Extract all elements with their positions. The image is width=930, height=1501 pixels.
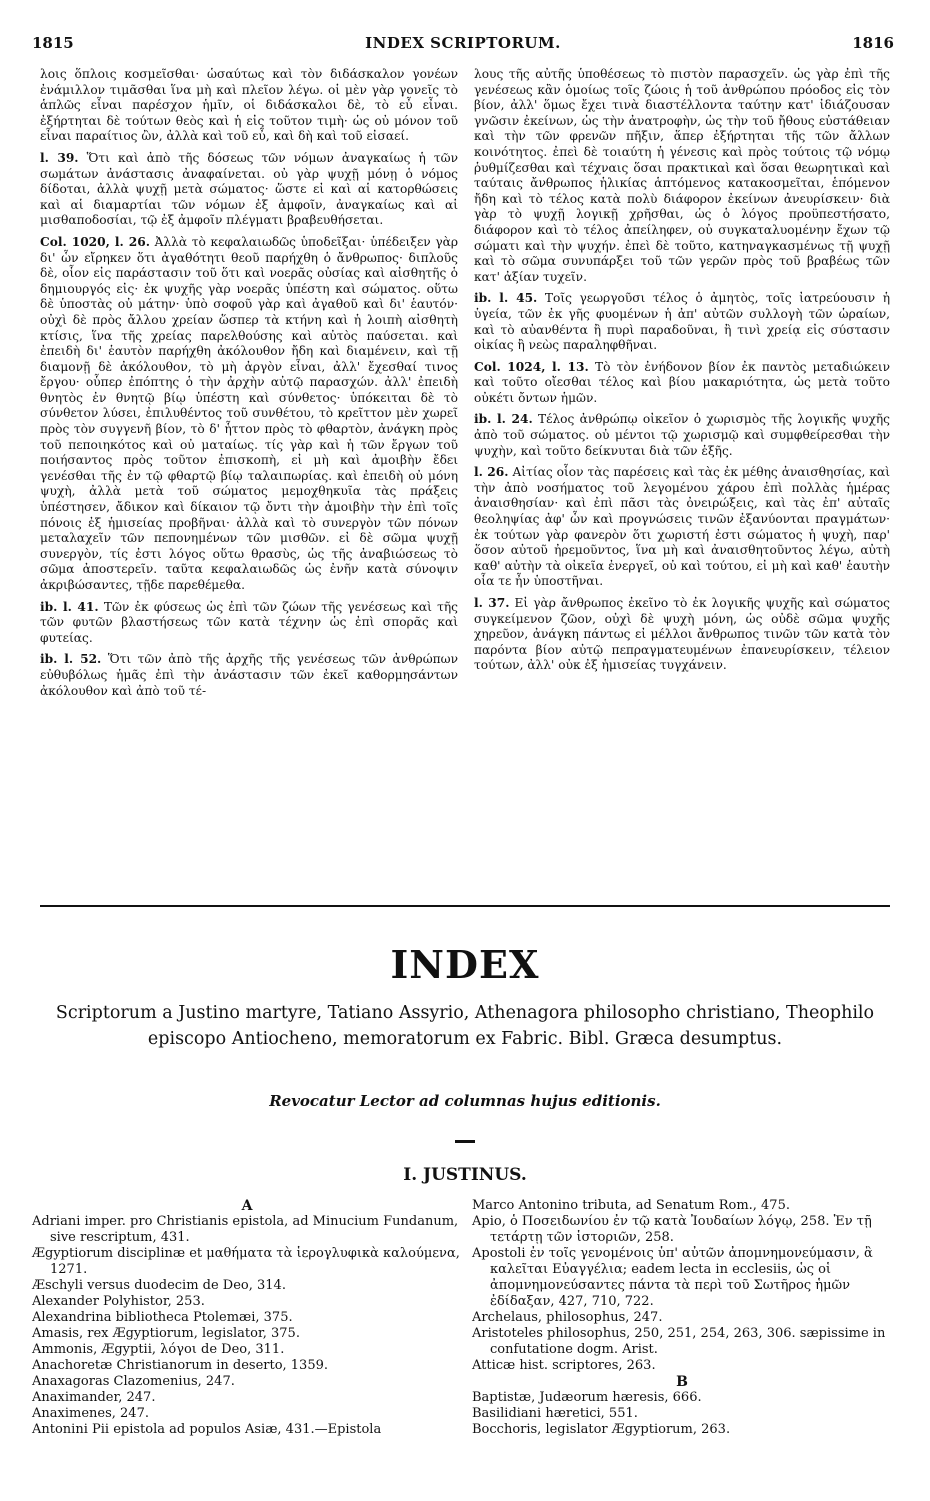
index-entry: Apostoli ἐν τοῖς γενομένοις ὑπ' αὐτῶν ἀπομνημονεύμασιν, ἃ καλεῖται Εὐαγγέλια; eadem lecta in ecclesiis, ὡς οἱ ἀπομνημονεύσαντες πάντα τὰ περὶ τοῦ Σωτῆρος ἡμῶν ἐδίδαξαν, 427, 710, 722. <box>472 1246 873 1309</box>
index-entry: Antonini Pii epistola ad populos Asiæ, 431.—Epistola <box>32 1422 382 1437</box>
index-entry: Atticæ hist. scriptores, 263. <box>472 1358 656 1373</box>
index-entry: Æschyli versus duodecim de Deo, 314. <box>32 1278 286 1293</box>
index-right-column <box>472 1198 892 1438</box>
text-paragraph: l. 39. Ὅτι καὶ ἀπὸ τῆς δόσεως τῶν νόμων ἀναγκαίως ἡ τῶν σωμάτων ἀνάστασις ἀναφαίνεται. οὐ γὰρ ψυχῇ μόνῃ ὁ νόμος δίδοται, ἀλλὰ ψυχῇ μετὰ σώματος· ὥστε εἰ καὶ αἱ κατορθώσεις καὶ αἱ διαμαρτίαι τῶν νόμων ἐξ ἀμφοῖν, ἀναγκαίως καὶ αἱ μισθαποδοσίαι, τῷ ἐξ ἀμφοῖν πλέγματι βραβευθήσεται. <box>40 150 458 228</box>
index-entry: Amasis, rex Ægyptiorum, legislator, 375. <box>32 1326 300 1341</box>
text-paragraph: l. 37. Εἰ γὰρ ἄνθρωπος ἐκεῖνο τὸ ἐκ λογικῆς ψυχῆς καὶ σώματος συγκείμενον ζῶον, οὐχὶ δὲ ψυχὴ μόνη, ὡς οὐδὲ σῶμα ψυχῆς χηρεῦον, ἀνάγκη πάντως εἰ μέλλοι ἄνθρωπος τινῶν τῶν κατὰ τὸν παρόντα βίον αὐτῷ πεπραγματευμένων ἐπανευρίσκειν, τέλειον τούτων, ἀλλ' οὐκ ἐξ ἡμισείας τυγχάνειν. <box>474 596 890 673</box>
index-entry: Ægyptiorum disciplinæ et μαθήματα τὰ ἱερογλυφικὰ καλούμενα, 1271. <box>32 1246 460 1277</box>
text-paragraph: ib. l. 45. Τοῖς γεωργοῦσι τέλος ὁ ἀμητὸς, τοῖς ἰατρεύουσιν ἡ ὑγεία, τῶν ἐκ γῆς φυομένων ἡ ἀπ' αὐτῶν συλλογὴ τῶν ὡραίων, καὶ τὸ αὐανθέντα ἢ πυρὶ παραδοῦναι, ἢ τινὶ χρείᾳ εἰς σύστασιν οἰκίας ἢ νεὼς παραληφθῆναι. <box>474 291 890 353</box>
index-entry: Basilidiani hæretici, 551. <box>472 1406 638 1421</box>
text-paragraph: λοις ὅπλοις κοσμεῖσθαι· ὡσαύτως καὶ τὸν διδάσκαλον γονέων ἐνάμιλλον τιμᾶσθαι ἵνα μὴ καὶ πλεῖον λέγω. οἱ μὲν γὰρ γονεῖς τὸ ἁπλῶς εἶναι παρέσχον ἡμῖν, οἱ διδάσκαλοι δὲ, τὸ εὖ εἶναι. ἐξήρτηται δὲ τούτων θεὸς καὶ ἡ εἰς τοῦτον τιμὴ· ὡς οὐ μόνον τοῦ εἶναι παραίτιος ὢν, ἀλλὰ καὶ τοῦ εὖ, καὶ δὴ καὶ τοῦ εἰσαεί. <box>40 67 458 144</box>
index-entry: Baptistæ, Judæorum hæresis, 666. <box>472 1390 702 1405</box>
text-paragraph: Col. 1020, l. 26. Ἀλλὰ τὸ κεφαλαιωδῶς ὑποδεῖξαι· ὑπέδειξεν γὰρ δι' ὧν εἴρηκεν ὅτι ἀγαθότητι θεοῦ παρήχθη ὁ ἄνθρωπος· διπλοῦς δὲ, οἷον εἰς παράστασιν τοῦ ὅτι καὶ νοερᾶς οὐσίας καὶ αἰσθητῆς ὁ δημιουργός εἰς· ἐκ ψυχῆς γὰρ νοερᾶς ὑπέστη καὶ σώματος. οὕτω δὲ ὑποστὰς οὐ μάτην· ὑπὸ σοφοῦ γὰρ καὶ ἀγαθοῦ καὶ δι' ἑαυτόν· οὐχὶ δὲ πρὸς ἄλλου χρείαν ὥσπερ τὰ κτήνη καὶ ἡ λοιπὴ αἰσθητὴ κτίσις, ἵνα τῆς χρείας παρελθούσης καὶ αὐτὸς παύσεται. καὶ ἐπειδὴ δι' ἑαυτὸν παρήχθη ἀκόλουθον ἤδη καὶ διαμένειν, καὶ τῇ διαμονῇ δὲ ἀκόλουθον, τὸ μὴ ἀργὸν εἶναι, ἀλλ' ἔχεσθαί τινος ἔργου· οὗπερ ἐπόπτης ὁ τὴν ἀρχὴν αὐτῷ παρασχών. ἀλλ' ἐπειδὴ θνητὸς ἐν θνητῷ βίῳ ὑπέστη καὶ σύνθετος· ὑπόκειται δὲ τὸ σύνθετον λύσει, ἐπιλυθέντος τοῦ συνθέτου, τὸ κρεῖττον μὲν χωρεῖ πρὸς τὸν συγγενῆ βίον, τὸ δ' ἧττον πρὸς τὸ φθαρτὸν, ἀνάγκη πρὸς τοῦ πεποιηκότος καὶ οὐ ματαίως. τίς γὰρ καὶ ἡ τῶν ἔργων τοῦ ποιήσαντος πρὸς τοῦτον ἐπισκοπὴ, εἰ μὴ καὶ ἀμοιβὴν ἔδει γενέσθαι τῆς ἐν τῷ φθαρτῷ βίῳ ταλαιπωρίας. καὶ ἐπειδὴ οὐ μόνη ψυχὴ, ἀλλὰ μετὰ τοῦ σώματος μεμοχθηκυῖα τὰς πράξεις ὑπέστησεν, ἄδικον καὶ δίκαιον τῷ ὄντι τὴν ἀμοιβὴν τὴν ἐπὶ τοῖς πόνοις ἐξ ἡμισείας προβῆναι· ἀλλὰ καὶ τὸ συνεργὸν τῶν πόνων μεταλαχεῖν τῶν πεπονημένων τῶν μισθῶν. εἰ δὲ σῶμα ψυχῇ συνεργὸν, τίς ἐστι λόγος οὕτω θρασὺς, ὡς τῆς ἀναβιώσεως τὸ σῶμα ἀποστερεῖν. ταῦτα κεφαλαιωδῶς ὡς ἐνῆν κατὰ σύνοψιν ἀκριβώσαντες, τῇδε παρεθέμεθα. <box>40 234 458 592</box>
index-entry: Aristoteles philosophus, 250, 251, 254, 263, 306. sæpissime in confutatione dogm. Arist. <box>472 1326 886 1357</box>
index-entry: Adriani imper. pro Christianis epistola, ad Minucium Fundanum, sive rescriptum, 431. <box>32 1214 459 1245</box>
greek-text-left-column <box>40 67 458 705</box>
greek-text-right-column <box>474 67 890 680</box>
index-left-column <box>32 1198 462 1438</box>
index-entry: Bocchoris, legislator Ægyptiorum, 263. <box>472 1422 731 1437</box>
index-entry: Anaximander, 247. <box>32 1390 156 1405</box>
revocatur-note: Revocatur Lector ad columnas hujus editionis. <box>269 1092 661 1110</box>
section-heading: I. JUSTINUS. <box>403 1165 527 1185</box>
column-number-right: 1816 <box>852 34 894 52</box>
index-entry: Apio, ὁ Ποσειδωνίου ἐν τῷ κατὰ Ἰουδαίων λόγῳ, 258. Ἐν τῇ τετάρτῃ τῶν ἱστοριῶν, 258. <box>472 1214 872 1245</box>
subtitle-line-2: episcopo Antiocheno, memoratorum ex Fabric. Bibl. Græca desumptus. <box>147 1029 783 1049</box>
text-paragraph: ib. l. 52. Ὅτι τῶν ἀπὸ τῆς ἀρχῆς τῆς γενέσεως τῶν ἀνθρώπων εὐθυβόλως ἡμᾶς ἐπὶ τὴν ἀνάστασιν τῶν ἐκεῖ καθορμησάντων ἀκόλουθον καὶ ἀπὸ τοῦ τέ- <box>40 652 458 698</box>
subtitle-line-1: Scriptorum a Justino martyre, Tatiano Assyrio, Athenagora philosopho christiano, Theophilo <box>55 1003 875 1023</box>
column-number-left: 1815 <box>32 34 74 52</box>
letter-heading-b: B <box>676 1374 688 1390</box>
index-entry: Alexander Polyhistor, 253. <box>32 1294 205 1309</box>
index-entry: Alexandrina bibliotheca Ptolemæi, 375. <box>32 1310 293 1325</box>
text-paragraph: l. 26. Αἰτίας οἷον τὰς παρέσεις καὶ τὰς ἐκ μέθης ἀναισθησίας, καὶ τὴν ἀπὸ νοσήματος τοῦ λεγομένου χάρου ἐπὶ πολλὰς ἡμέρας ἀναισθησίαν· καὶ ἐπὶ πᾶσι τὰς ὀνειρώξεις, καὶ τὰς ἐπ' αὐταῖς θεοληψίας ἀφ' ὧν καὶ προγνώσεις τινῶν ἐξανύονται πραγμάτων· ἐκ τούτων γὰρ φανερὸν ὅτι χωριστή ἐστι σώματος ἡ ψυχὴ, παρ' ὅσον αὐτοῦ ἠρεμοῦντος, ἵνα μὴ καὶ ἀναισθητοῦντος λέγω, αὐτὴ καθ' αὐτὴν τὰ οἰκεῖα ἐνεργεῖ, οὐ καὶ τούτου, εἰ μὴ καὶ καθ' ἑαυτὴν οἷα τε ἦν ὑποστῆναι. <box>474 465 890 589</box>
page-header <box>32 34 894 54</box>
index-entry: Archelaus, philosophus, 247. <box>472 1310 663 1325</box>
text-paragraph: ib. l. 24. Τέλος ἀνθρώπῳ οἰκεῖον ὁ χωρισμὸς τῆς λογικῆς ψυχῆς ἀπὸ τοῦ σώματος. οὐ μέντοι τῷ χωρισμῷ καὶ συμφθείρεσθαι τὴν ψυχὴν, καὶ τοῦτο δείκνυται διὰ τῶν ἑξῆς. <box>474 412 890 458</box>
index-entry: Anaximenes, 247. <box>32 1406 149 1421</box>
letter-heading-a: A <box>241 1198 253 1214</box>
text-paragraph: ib. l. 41. Τῶν ἐκ φύσεως ὡς ἐπὶ τῶν ζώων τῆς γενέσεως καὶ τῆς τῶν φυτῶν βλαστήσεως τῶν κατὰ τέχνην ὡς ἐπὶ σπορᾶς καὶ φυτείας. <box>40 599 459 645</box>
index-entry: Anachoretæ Christianorum in deserto, 1359. <box>32 1358 329 1373</box>
short-divider <box>455 1140 475 1143</box>
running-title: INDEX SCRIPTORUM. <box>365 34 561 52</box>
index-subtitle <box>40 1000 890 1052</box>
index-title: INDEX <box>390 942 540 987</box>
text-paragraph: Col. 1024, l. 13. Τὸ τὸν ἐνήδονον βίον ἐκ παντὸς μεταδιώκειν καὶ τοῦτο οἴεσθαι τέλος καὶ βίου μακαριότητα, ὡς μετὰ τοῦτο οὐκέτι ὄντων ἡμῶν. <box>474 359 891 405</box>
index-entry: Marco Antonino tributa, ad Senatum Rom., 475. <box>472 1198 790 1213</box>
index-entry: Anaxagoras Clazomenius, 247. <box>32 1374 235 1389</box>
section-divider <box>40 905 890 907</box>
index-entry: Ammonis, Ægyptii, λόγοι de Deo, 311. <box>32 1342 285 1357</box>
text-paragraph: λους τῆς αὐτῆς ὑποθέσεως τὸ πιστὸν παρασχεῖν. ὡς γὰρ ἐπὶ τῆς γενέσεως κἂν ὁμοίως τοῖς ζώοις ἡ τοῦ ἀνθρώπου πρόοδος εἰς τὸν βίον, ἀλλ' ὅμως ἔχει τινὰ διαστέλλοντα ταύτην κατ' ἰδιάζουσαν γνῶσιν ἐκείνων, ὡς τὴν ἀνατροφὴν, ὡς τὴν τοῦ ἤθους εὐστάθειαν καὶ τὴν τῶν φρενῶν πῆξιν, ἅπερ ἐξήρτηται τῆς τῶν ἄλλων κοινότητος. ἐπεὶ δὲ τοιαύτη ἡ γένεσις καὶ πρὸς τούτοις τῷ νόμῳ ῥυθμίζεσθαι καὶ τέχναις ὅσαι πρακτικαὶ καὶ ὅσαι θεωρητικαὶ καὶ ταύταις ἄνθρωπος ἡλικίας ἁπτόμενος κατακοσμεῖται, ἑπόμενον ἤδη καὶ τὸ τέλος κατὰ πολὺ διάφορον ἐκείνων ἀνευρίσκειν· διὰ γὰρ τὸ ψυχῇ λογικῇ χρῆσθαι, ὡς ὁ λόγος προϋπεστήσατο, διάφορον καὶ τὸ τέλος ἀπείληφεν, οὐ συγκαταλυομένην ἔχων τῷ σώματι καὶ τὴν ψυχήν. ἐπεὶ δὲ τοῦτο, κατηναγκασμένως τῇ ψυχῇ καὶ τὸ σῶμα συνυπάρξει τοῦ τῶν γερῶν πρὸς τοῦ βραβέως τῶν κατ' ἀξίαν τυχεῖν. <box>474 67 890 284</box>
